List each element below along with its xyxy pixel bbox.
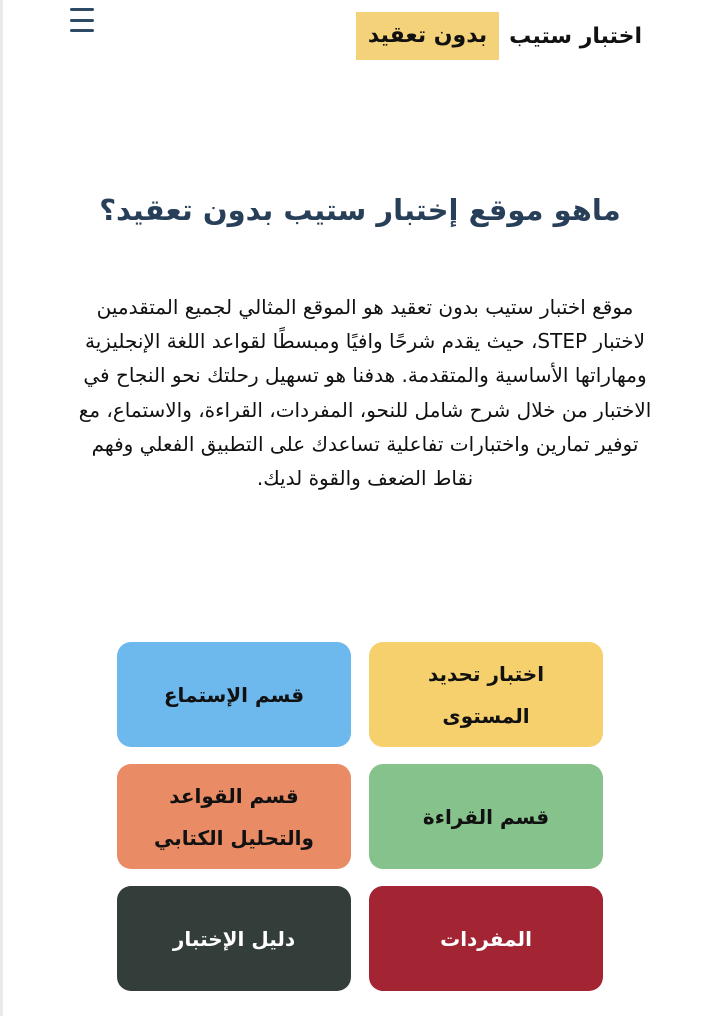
menu-line (70, 19, 94, 22)
menu-line (70, 29, 94, 32)
tile-listening[interactable] (117, 642, 351, 747)
site-logo[interactable] (356, 12, 642, 60)
page-edge (0, 0, 3, 1016)
tile-grammar-writing[interactable] (117, 764, 351, 869)
tile-exam-guide[interactable] (117, 886, 351, 991)
tile-label: قسم الإستماع (163, 682, 305, 707)
tile-label: المفردات (440, 926, 532, 951)
sections-grid (117, 642, 603, 991)
tile-label: قسم القراءة (422, 804, 550, 829)
tile-placement-test[interactable] (369, 642, 603, 747)
tile-reading[interactable] (369, 764, 603, 869)
page-title: ماهو موقع إختبار ستيب بدون تعقيد؟ (99, 193, 621, 227)
tile-label: قسم القواعد والتحليل الكتابي (154, 783, 314, 850)
hamburger-menu-icon[interactable] (70, 8, 96, 32)
tile-vocabulary[interactable] (369, 886, 603, 991)
tile-label: دليل الإختبار (172, 926, 296, 951)
brand-highlight: بدون تعقيد (356, 12, 499, 60)
brand-name: اختبار ستيب (509, 23, 642, 49)
menu-line (70, 8, 94, 11)
site-header (0, 0, 720, 70)
tile-label: اختبار تحديد المستوى (427, 661, 545, 728)
intro-paragraph: موقع اختبار ستيب بدون تعقيد هو الموقع المثالي لجميع المتقدمين لاختبار STEP، حيث يقدم شرحًا وافيًا ومبسطًا لقواعد اللغة الإنجليزية ومهاراتها الأساسية والمتقدمة. هدفنا هو تسهيل رحلتك نحو النجاح في الاختبار من خلال شرح شامل للنحو، المفردات، القراءة، والاستماع، مع توفير تمارين واختبارات تفاعلية تساعدك على التطبيق الفعلي وفهم نقاط الضعف والقوة لديك. (78, 295, 652, 491)
